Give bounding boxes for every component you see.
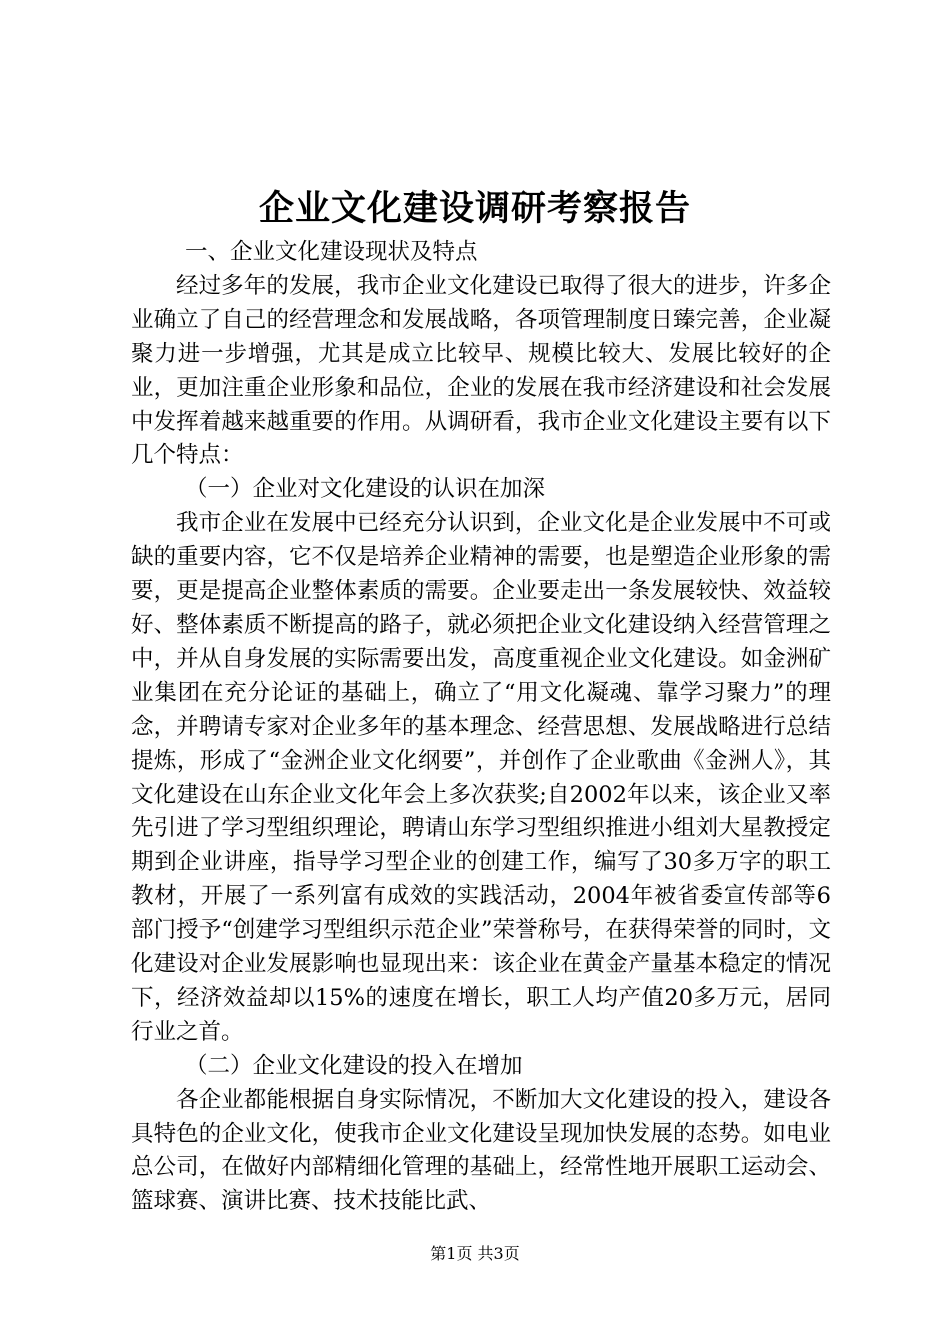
body-paragraph: 我市企业在发展中已经充分认识到，企业文化是企业发展中不可或缺的重要内容，它不仅是培养企业精神的需要，也是塑造企业形象的需要，更是提高企业整体素质的需要。企业要走出一条发展较快、效益较好、整体素质不断提高的路子，就必须把企业文化建设纳入经营管理之中，并从自身发展的实际需要出发，高度重视企业文化建设。如金洲矿业集团在充分论证的基础上，确立了“用文化凝魂、靠学习聚力”的理念，并聘请专家对企业多年的基本理念、经营思想、发展战略进行总结提炼，形成了“金洲企业文化纲要”，并创作了企业歌曲《金洲人》，其文化建设在山东企业文化年会上多次获奖;自2002年以来，该企业又率先引进了学习型组织理论，聘请山东学习型组织推进小组刘大星教授定期到企业讲座，指导学习型企业的创建工作，编写了30多万字的职工教材，开展了一系列富有成效的实践活动，2004年被省委宣传部等6部门授予“创建学习型组织示范企业”荣誉称号，在获得荣誉的同时，文化建设对企业发展影响也显现出来：该企业在黄金产量基本稳定的情况下，经济效益却以15%的速度在增长，职工人均产值20多万元，居同行业之首。: [131, 510, 831, 1045]
section-heading: 一、企业文化建设现状及特点: [185, 239, 478, 265]
document-title: 企业文化建设调研考察报告: [258, 188, 691, 229]
body-paragraph: 各企业都能根据自身实际情况，不断加大文化建设的投入，建设各具特色的企业文化，使我市企业文化建设呈现加快发展的态势。如电业总公司，在做好内部精细化管理的基础上，经常性地开展职工运动会、篮球赛、演讲比赛、技术技能比武、: [131, 1086, 831, 1215]
document-body: [131, 236, 831, 1219]
subsection-heading: （二）企业文化建设的投入在增加: [185, 1052, 523, 1079]
page-number-footer: 第1页 共3页: [430, 1244, 520, 1263]
body-paragraph: 经过多年的发展，我市企业文化建设已取得了很大的进步，许多企业确立了自己的经营理念和发展战略，各项管理制度日臻完善，企业凝聚力进一步增强，尤其是成立比较早、规模比较大、发展比较好的企业，更加注重企业形象和品位，企业的发展在我市经济建设和社会发展中发挥着越来越重要的作用。从调研看，我市企业文化建设主要有以下几个特点：: [131, 272, 831, 469]
subsection-heading: （一）企业对文化建设的认识在加深: [185, 476, 546, 503]
